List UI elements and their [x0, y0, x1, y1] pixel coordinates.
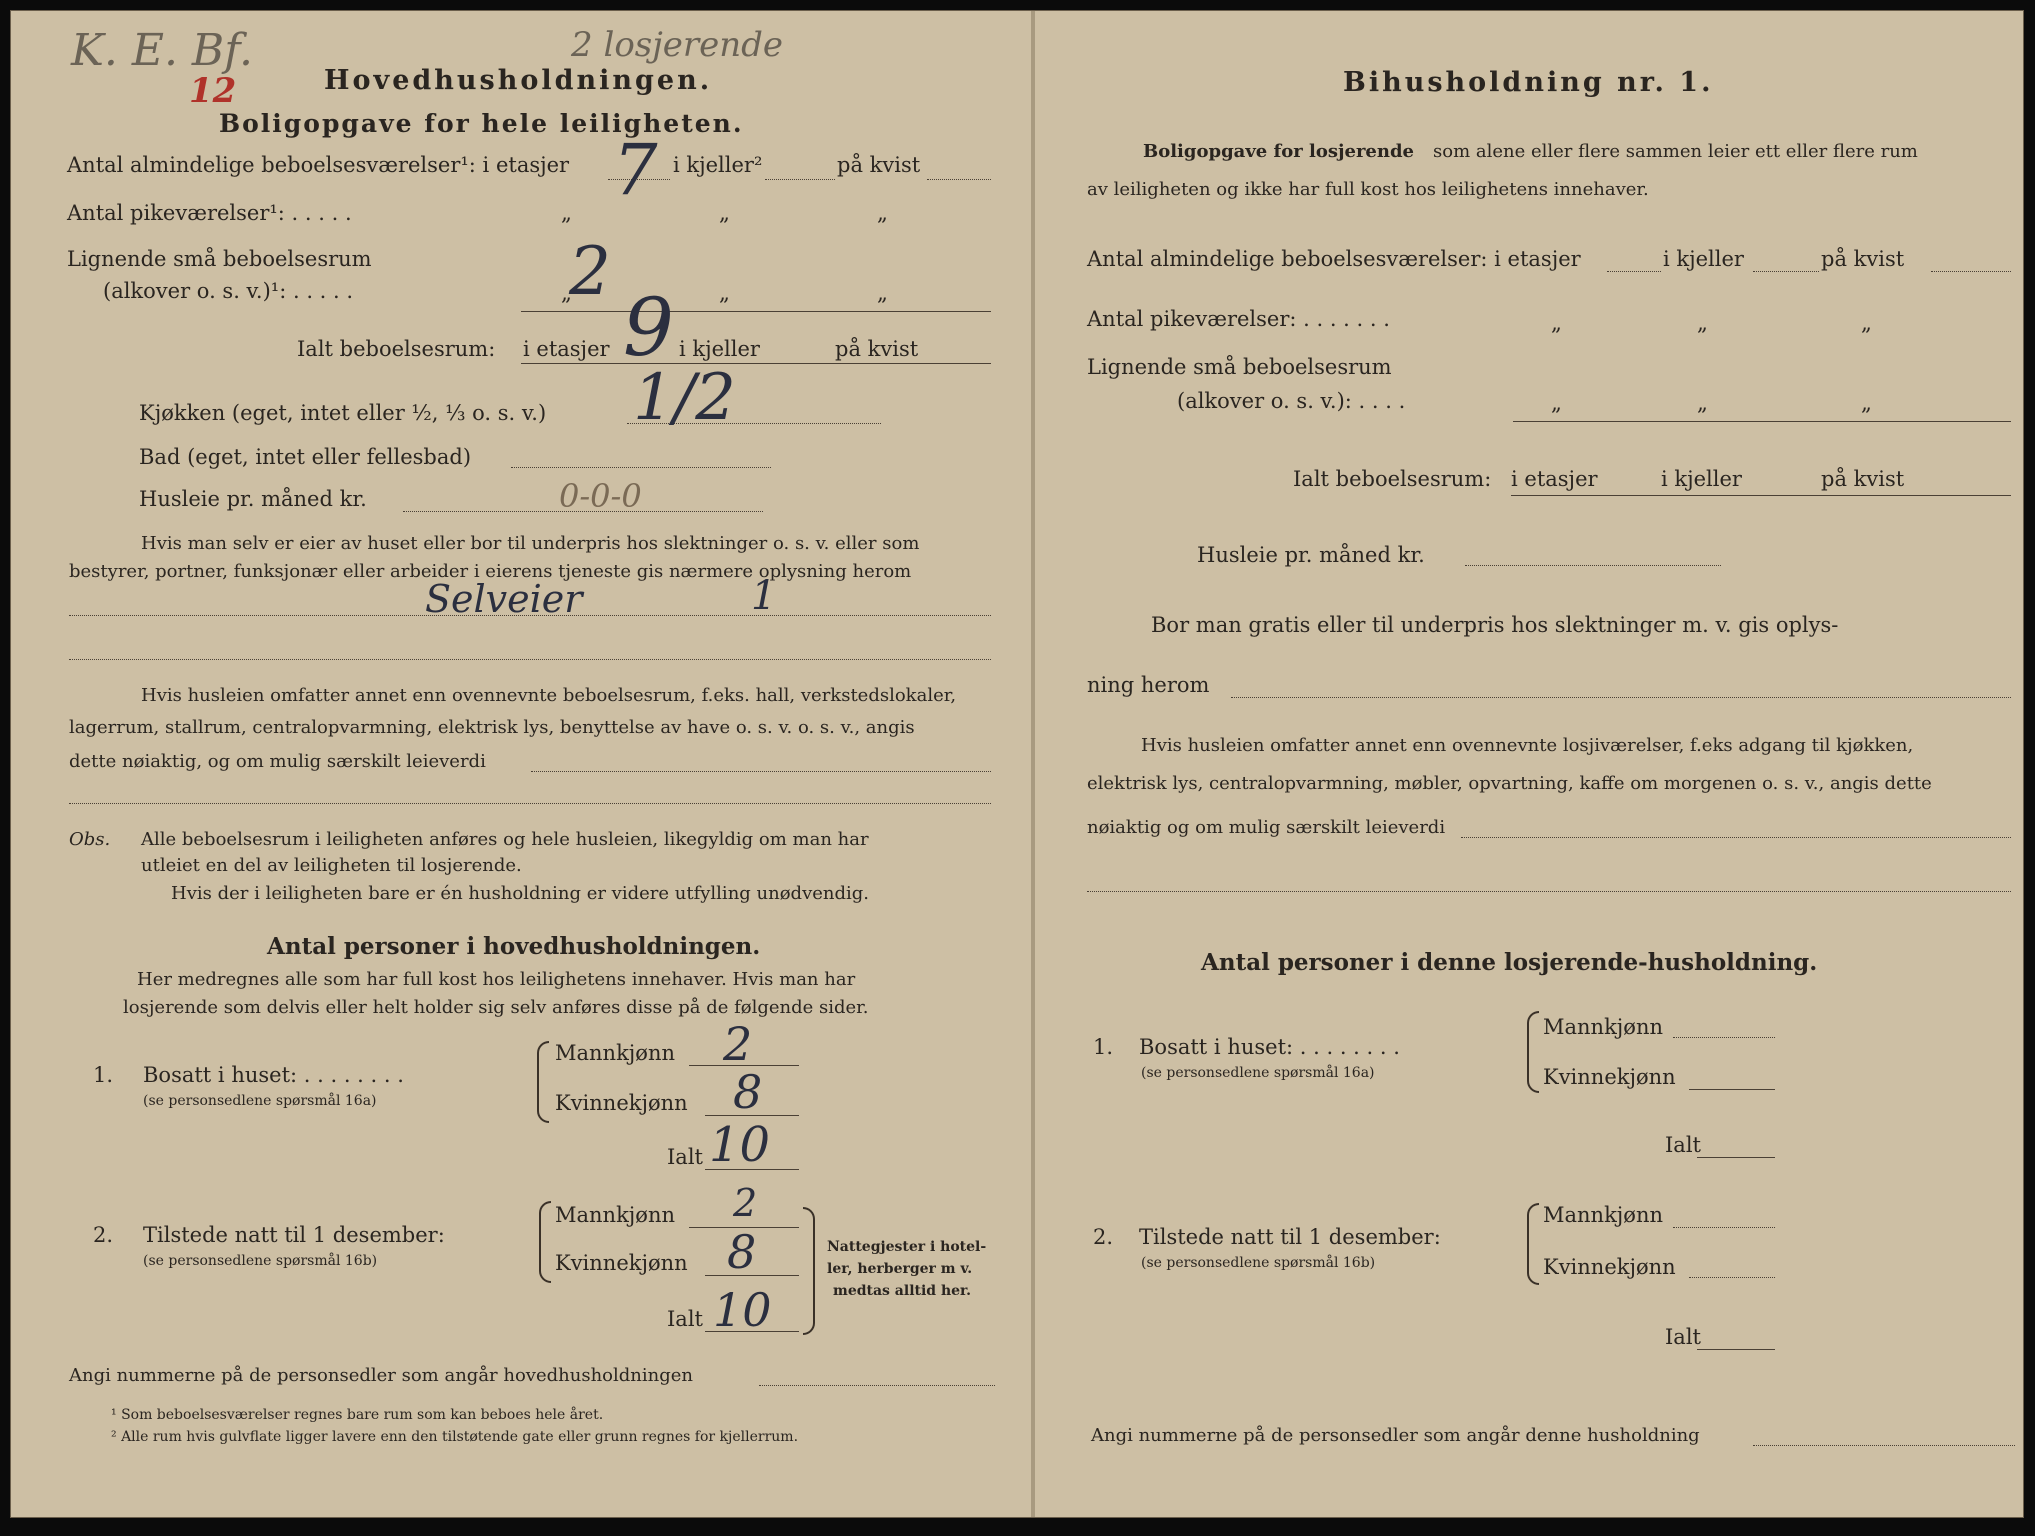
angi-label: Angi nummerne på de personsedler som angår denne husholdning	[1091, 1425, 1700, 1446]
q1-kvinne-value: 8	[733, 1065, 763, 1119]
row-alm-etasjer-field[interactable]	[1607, 271, 1661, 272]
kjokken-label: Kjøkken (eget, intet eller ½, ⅓ o. s. v.)	[139, 401, 547, 425]
q2-mann-label: Mannkjønn	[555, 1203, 676, 1227]
eier-field-line-2[interactable]	[69, 659, 991, 660]
q2-mann-value: 2	[733, 1181, 758, 1225]
handwritten-red-number: 12	[189, 71, 237, 111]
omfatter-field-line-2[interactable]	[69, 803, 991, 804]
gratis-field[interactable]	[1231, 697, 2011, 698]
eier-value: Selveier	[425, 577, 583, 621]
q2-number: 2.	[93, 1223, 114, 1247]
row-alkover-label: (alkover o. s. v.): . . . .	[1177, 389, 1406, 413]
footnote-1: ¹ Som beboelsesværelser regnes bare rum som kan beboes hele året.	[111, 1407, 604, 1423]
q1-sub: (se personsedlene spørsmål 16a)	[143, 1093, 377, 1109]
q2-ialt-field[interactable]	[1697, 1349, 1775, 1350]
right-page-bihusholdning	[1035, 11, 2023, 1517]
husleie-label: Husleie pr. måned kr.	[1197, 543, 1425, 567]
row-lignende-value: 2	[569, 233, 611, 310]
q1-mann-value: 2	[723, 1017, 753, 1071]
q1-kvinne-label: Kvinnekjønn	[1543, 1065, 1676, 1089]
q2-kvinne-field[interactable]	[1689, 1277, 1775, 1278]
bad-label: Bad (eget, intet eller fellesbad)	[139, 445, 472, 469]
q2-ialt-value: 10	[713, 1283, 772, 1337]
q2-label: Tilstede natt til 1 desember:	[1139, 1225, 1441, 1249]
row-alkover-label: (alkover o. s. v.)¹: . . . . .	[103, 279, 354, 303]
total-rule	[1511, 495, 2011, 496]
omfatter-field-line-2[interactable]	[1087, 891, 2011, 892]
omfatter-field[interactable]	[1461, 837, 2011, 838]
q2-sub: (se personsedlene spørsmål 16b)	[143, 1253, 378, 1269]
husleie-label: Husleie pr. måned kr.	[139, 487, 367, 511]
obs-label: Obs.	[69, 829, 111, 850]
omfatter-text-1: Hvis husleien omfatter annet enn ovennevnte losjiværelser, f.eks adgang til kjøkken,	[1141, 735, 1914, 756]
q2-brace	[539, 1201, 551, 1283]
q1-mann-label: Mannkjønn	[555, 1041, 676, 1065]
persons-text-1: Her medregnes alle som har full kost hos leilighetens innehaver. Hvis man har	[137, 969, 856, 990]
q1-ialt-label: Ialt	[667, 1145, 703, 1169]
persons-title: Antal personer i hovedhusholdningen.	[267, 933, 761, 960]
row-alm-label: Antal almindelige beboelsesværelser: i etasjer	[1087, 247, 1581, 271]
q1-label: Bosatt i huset: . . . . . . . .	[1139, 1035, 1400, 1059]
footnote-2: ² Alle rum hvis gulvflate ligger lavere enn den tilstøtende gate eller grunn regnes for kjellerrum.	[111, 1429, 799, 1445]
row-alm-label: Antal almindelige beboelsesværelser¹: i etasjer	[67, 153, 570, 177]
ditto-mark: „	[561, 201, 572, 225]
total-kvist-label: på kvist	[1821, 467, 1905, 491]
q1-number: 1.	[1093, 1035, 1114, 1059]
row-alm-kvist-field[interactable]	[1931, 271, 2011, 272]
page-title: Bihusholdning nr. 1.	[1343, 67, 1714, 98]
obs-text-2: utleiet en del av leiligheten til losjerende.	[141, 855, 522, 876]
total-kvist-label: på kvist	[835, 337, 919, 361]
row-alm-kjeller-field[interactable]	[1753, 271, 1819, 272]
intro-text-2: av leiligheten og ikke har full kost hos leilighetens innehaver.	[1087, 179, 1649, 200]
q1-number: 1.	[93, 1063, 114, 1087]
left-page-hovedhusholdning	[11, 11, 1031, 1517]
ditto-mark: „	[1551, 391, 1562, 415]
handwritten-corner-note: K. E. Bf.	[71, 25, 253, 76]
total-etasjer-label: i etasjer	[523, 337, 610, 361]
ditto-mark: „	[1697, 391, 1708, 415]
omfatter-text-3: nøiaktig og om mulig særskilt leieverdi	[1087, 817, 1446, 838]
row-alm-kvist-field[interactable]	[927, 179, 991, 180]
row-pike-label: Antal pikeværelser¹: . . . . .	[67, 201, 352, 225]
bad-field[interactable]	[511, 467, 771, 468]
q2-mann-field[interactable]	[1673, 1227, 1775, 1228]
ditto-mark: „	[1861, 391, 1872, 415]
q1-label: Bosatt i huset: . . . . . . . .	[143, 1063, 404, 1087]
total-value: 9	[623, 281, 674, 374]
q1-mann-label: Mannkjønn	[1543, 1015, 1664, 1039]
ditto-mark: „	[719, 281, 730, 305]
eier-text-1: Hvis man selv er eier av huset eller bor til underpris hos slektninger o. s. v. eller som	[141, 533, 920, 554]
omfatter-text-3: dette nøiaktig, og om mulig særskilt leieverdi	[69, 751, 486, 772]
persons-text-2: losjerende som delvis eller helt holder sig selv anføres disse på de følgende sider.	[123, 997, 869, 1018]
handwritten-top-note: 2 losjerende	[571, 25, 784, 65]
q2-kvinne-label: Kvinnekjønn	[1543, 1255, 1676, 1279]
intro-bold: Boligopgave for losjerende	[1143, 141, 1415, 162]
q1-kvinne-field[interactable]	[1689, 1089, 1775, 1090]
total-label: Ialt beboelsesrum:	[297, 337, 496, 361]
q2-brace-right	[803, 1207, 815, 1335]
row-pike-label: Antal pikeværelser: . . . . . . .	[1087, 307, 1390, 331]
omfatter-text-1: Hvis husleien omfatter annet enn ovennevnte beboelsesrum, f.eks. hall, verkstedslokaler,	[141, 685, 957, 706]
total-kjeller-label: i kjeller	[1661, 467, 1742, 491]
total-etasjer-label: i etasjer	[1511, 467, 1598, 491]
kjokken-value: 1/2	[633, 361, 736, 435]
row-alm-kjeller-field[interactable]	[765, 179, 835, 180]
row-lignende-label: Lignende små beboelsesrum	[67, 247, 372, 271]
total-label: Ialt beboelsesrum:	[1293, 467, 1492, 491]
q1-sub: (se personsedlene spørsmål 16a)	[1141, 1065, 1375, 1081]
omfatter-field[interactable]	[531, 771, 991, 772]
angi-label: Angi nummerne på de personsedler som angår hovedhusholdningen	[69, 1365, 693, 1386]
q2-ialt-label: Ialt	[667, 1307, 703, 1331]
q1-ialt-label: Ialt	[1665, 1133, 1701, 1157]
angi-field[interactable]	[1753, 1445, 2015, 1446]
q2-sub: (se personsedlene spørsmål 16b)	[1141, 1255, 1376, 1271]
q1-kvinne-label: Kvinnekjønn	[555, 1091, 688, 1115]
total-rule	[521, 363, 991, 364]
q2-ialt-label: Ialt	[1665, 1325, 1701, 1349]
q1-mann-field[interactable]	[1673, 1037, 1775, 1038]
ditto-mark: „	[1697, 311, 1708, 335]
ditto-mark: „	[877, 281, 888, 305]
row-alm-kvist-label: på kvist	[1821, 247, 1905, 271]
eier-mark: 1	[751, 573, 777, 619]
row-alm-etasjer-value: 7	[613, 129, 658, 211]
omfatter-text-2: lagerrum, stallrum, centralopvarmning, elektrisk lys, benyttelse av have o. s. v. o. s. v., angis	[69, 717, 915, 738]
q2-brace	[1527, 1203, 1539, 1285]
persons-title: Antal personer i denne losjerende-husholdning.	[1201, 949, 1818, 976]
row-lignende-rule	[1513, 421, 2011, 422]
ditto-mark: „	[1861, 311, 1872, 335]
q2-mann-label: Mannkjønn	[1543, 1203, 1664, 1227]
q1-ialt-value: 10	[709, 1117, 771, 1173]
angi-field[interactable]	[759, 1385, 995, 1386]
eier-text-2: bestyrer, portner, funksjonær eller arbeider i eierens tjeneste gis nærmere oplysning herom	[69, 561, 912, 582]
total-kjeller-label: i kjeller	[679, 337, 760, 361]
husleie-field[interactable]	[1465, 565, 1721, 566]
nattegjester-note-1: Nattegjester i hotel-	[827, 1239, 987, 1255]
q1-brace	[537, 1041, 549, 1123]
nattegjester-note-2: ler, herberger m v.	[827, 1261, 973, 1277]
ditto-mark: „	[877, 201, 888, 225]
q1-brace	[1527, 1011, 1539, 1093]
intro-text-1: som alene eller flere sammen leier ett eller flere rum	[1433, 141, 1918, 162]
row-alm-kjeller-label: i kjeller²	[673, 153, 763, 177]
row-lignende-rule	[521, 311, 991, 312]
q2-kvinne-label: Kvinnekjønn	[555, 1251, 688, 1275]
census-form-sheet	[10, 10, 2024, 1518]
obs-text-3: Hvis der i leiligheten bare er én husholdning er videre utfylling unødvendig.	[171, 883, 870, 904]
obs-text-1: Alle beboelsesrum i leiligheten anføres og hele husleien, likegyldig om man har	[141, 829, 869, 850]
row-alm-kvist-label: på kvist	[837, 153, 921, 177]
gratis-text-2: ning herom	[1087, 673, 1210, 697]
eier-field-line-1[interactable]	[69, 615, 991, 616]
q1-ialt-field[interactable]	[1697, 1157, 1775, 1158]
ditto-mark: „	[1551, 311, 1562, 335]
page-subtitle: Boligopgave for hele leiligheten.	[219, 109, 744, 138]
page-title: Hovedhusholdningen.	[324, 65, 713, 96]
q2-kvinne-value: 8	[727, 1225, 757, 1279]
omfatter-text-2: elektrisk lys, centralopvarmning, møbler, opvartning, kaffe om morgenen o. s. v., angis dette	[1087, 773, 1932, 794]
ditto-mark: „	[719, 201, 730, 225]
row-alm-kjeller-label: i kjeller	[1663, 247, 1744, 271]
nattegjester-note-3: medtas alltid her.	[833, 1283, 972, 1299]
q2-label: Tilstede natt til 1 desember:	[143, 1223, 445, 1247]
row-lignende-label: Lignende små beboelsesrum	[1087, 355, 1392, 379]
husleie-value: 0-0-0	[559, 477, 642, 515]
gratis-text-1: Bor man gratis eller til underpris hos slektninger m. v. gis oplys-	[1151, 613, 1839, 637]
q2-number: 2.	[1093, 1225, 1114, 1249]
ditto-mark: „	[561, 281, 572, 305]
